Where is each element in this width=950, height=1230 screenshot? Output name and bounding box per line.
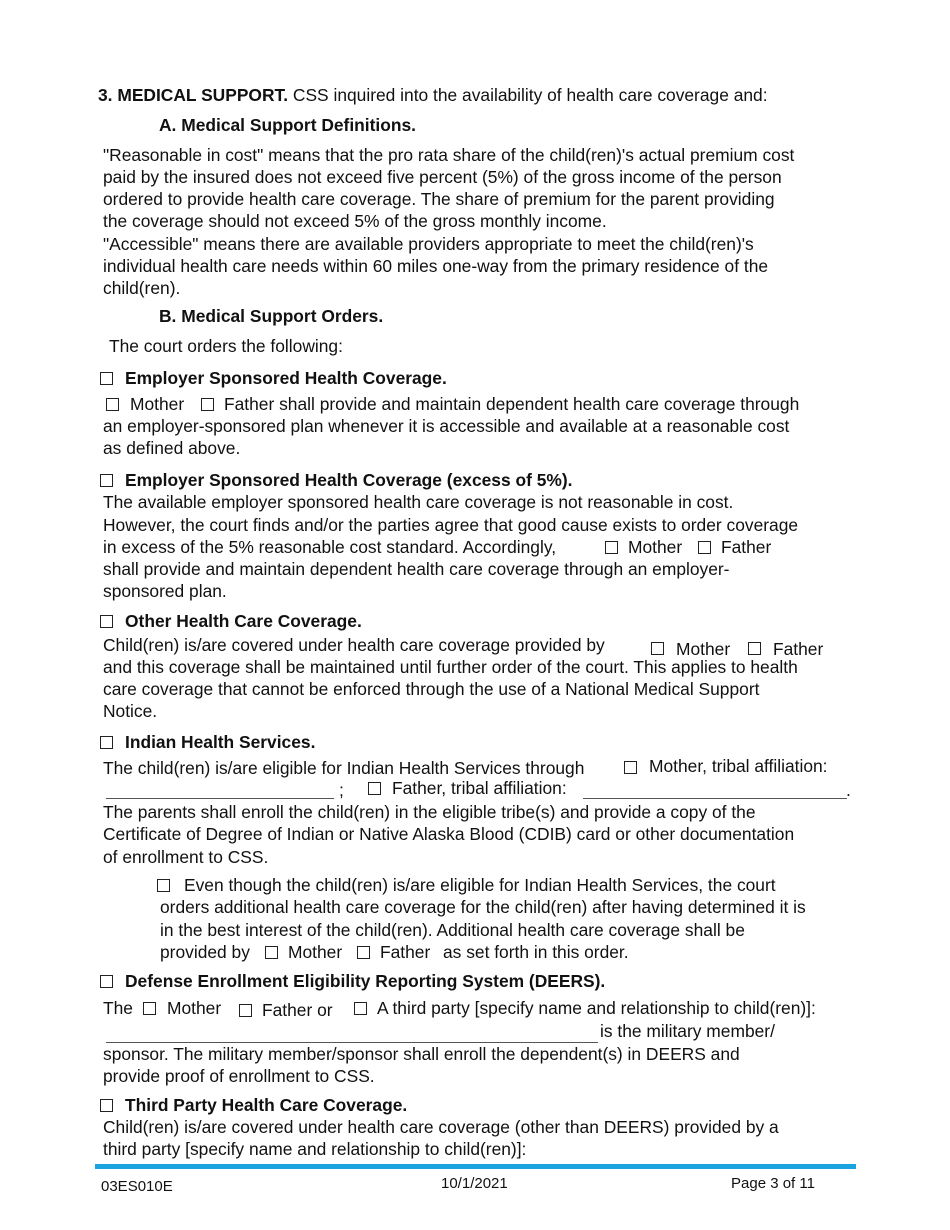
deers-the: The (103, 998, 133, 1018)
employer-coverage-checkbox[interactable] (100, 372, 113, 385)
deers-mother-checkbox[interactable] (143, 1002, 156, 1015)
employer-father-checkbox[interactable] (201, 398, 214, 411)
excess-mother-label: Mother (628, 537, 683, 557)
excess-text-line: in excess of the 5% reasonable cost standard. Accordingly, (103, 537, 557, 557)
additional-coverage-line: Even though the child(ren) is/are eligible for Indian Health Services, the court (184, 875, 776, 895)
third-party-title: Third Party Health Care Coverage. (125, 1095, 408, 1115)
additional-coverage-line: in the best interest of the child(ren). Additional health care coverage shall be (160, 920, 745, 940)
deers-checkbox[interactable] (100, 975, 113, 988)
excess-text-line: The available employer sponsored health care coverage is not reasonable in cost. (103, 492, 734, 512)
subsection-b-title: B. Medical Support Orders. (159, 306, 384, 326)
employer-text-line: as defined above. (103, 438, 241, 458)
additional-mother-label: Mother (288, 942, 343, 962)
indian-text-line: The parents shall enroll the child(ren) in the eligible tribe(s) and provide a copy of the (103, 802, 756, 822)
deers-military-text: is the military member/ (600, 1021, 775, 1041)
employer-father-text: Father shall provide and maintain dependent health care coverage through (224, 394, 800, 414)
form-id: 03ES010E (101, 1178, 173, 1195)
indian-mother-affiliation-label: Mother, tribal affiliation: (649, 756, 828, 776)
additional-coverage-checkbox[interactable] (157, 879, 170, 892)
indian-text-line: Certificate of Degree of Indian or Native Alaska Blood (CDIB) card or other documentation (103, 824, 795, 844)
indian-text-line: The child(ren) is/are eligible for Indian Health Services through (103, 758, 585, 778)
father-tribal-affiliation-field[interactable] (583, 798, 847, 799)
other-mother-label: Mother (676, 639, 731, 659)
deers-title: Defense Enrollment Eligibility Reporting System (DEERS). (125, 971, 606, 991)
deers-third-party-label: A third party [specify name and relationship to child(ren)]: (377, 998, 816, 1018)
third-party-text-line: Child(ren) is/are covered under health care coverage (other than DEERS) provided by a (103, 1117, 779, 1137)
definition-line: the coverage should not exceed 5% of the gross monthly income. (103, 211, 607, 231)
definition-line: individual health care needs within 60 miles one-way from the primary residence of the (103, 256, 769, 276)
other-text-line: Child(ren) is/are covered under health care coverage provided by (103, 635, 605, 655)
excess-father-checkbox[interactable] (698, 541, 711, 554)
excess-text-line: sponsored plan. (103, 581, 227, 601)
deers-text-line: provide proof of enrollment to CSS. (103, 1066, 375, 1086)
excess-text-line: However, the court finds and/or the parties agree that good cause exists to order coverage (103, 515, 799, 535)
semicolon: ; (339, 780, 344, 800)
other-coverage-title: Other Health Care Coverage. (125, 611, 362, 631)
court-orders-text: The court orders the following: (109, 336, 343, 356)
mother-tribal-affiliation-field[interactable] (106, 798, 334, 799)
other-mother-checkbox[interactable] (651, 642, 664, 655)
additional-father-checkbox[interactable] (357, 946, 370, 959)
third-party-checkbox[interactable] (100, 1099, 113, 1112)
other-text-line: care coverage that cannot be enforced through the use of a National Medical Support (103, 679, 760, 699)
form-date: 10/1/2021 (441, 1175, 508, 1192)
deers-third-party-checkbox[interactable] (354, 1002, 367, 1015)
other-father-label: Father (773, 639, 824, 659)
additional-tail-text: as set forth in this order. (443, 942, 629, 962)
indian-father-checkbox[interactable] (368, 782, 381, 795)
definition-line: ordered to provide health care coverage. The share of premium for the parent providing (103, 189, 775, 209)
section-heading (98, 84, 768, 106)
indian-health-title: Indian Health Services. (125, 732, 316, 752)
excess-father-label: Father (721, 537, 772, 557)
employer-mother-checkbox[interactable] (106, 398, 119, 411)
excess-mother-checkbox[interactable] (605, 541, 618, 554)
deers-father-label: Father or (262, 1000, 333, 1020)
deers-father-checkbox[interactable] (239, 1004, 252, 1017)
indian-text-line: of enrollment to CSS. (103, 847, 269, 867)
footer-rule (95, 1164, 856, 1169)
excess-coverage-title: Employer Sponsored Health Coverage (excess of 5%). (125, 470, 573, 490)
other-father-checkbox[interactable] (748, 642, 761, 655)
deers-text-line: sponsor. The military member/sponsor shall enroll the dependent(s) in DEERS and (103, 1044, 740, 1064)
additional-mother-checkbox[interactable] (265, 946, 278, 959)
employer-coverage-title: Employer Sponsored Health Coverage. (125, 368, 447, 388)
section-heading-text: CSS inquired into the availability of health care coverage and: (288, 85, 768, 105)
section-number-title: 3. MEDICAL SUPPORT. (98, 85, 289, 105)
indian-mother-checkbox[interactable] (624, 761, 637, 774)
excess-text-line: shall provide and maintain dependent health care coverage through an employer- (103, 559, 730, 579)
excess-coverage-checkbox[interactable] (100, 474, 113, 487)
other-text-line: and this coverage shall be maintained until further order of the court. This applies to health (103, 657, 798, 677)
subsection-a-title: A. Medical Support Definitions. (159, 115, 417, 135)
definition-line: child(ren). (103, 278, 181, 298)
indian-health-checkbox[interactable] (100, 736, 113, 749)
indian-father-affiliation-label: Father, tribal affiliation: (392, 778, 567, 798)
additional-coverage-line: orders additional health care coverage for the child(ren) after having determined it is (160, 897, 806, 917)
additional-father-label: Father (380, 942, 431, 962)
employer-mother-label: Mother (130, 394, 185, 414)
additional-provided-by: provided by (160, 942, 250, 962)
other-coverage-checkbox[interactable] (100, 615, 113, 628)
definition-line: paid by the insured does not exceed five percent (5%) of the gross income of the person (103, 167, 782, 187)
deers-mother-label: Mother (167, 998, 222, 1018)
definition-line: "Accessible" means there are available providers appropriate to meet the child(ren)'s (103, 234, 754, 254)
page-number: Page 3 of 11 (731, 1175, 815, 1192)
period: . (846, 780, 851, 800)
other-text-line: Notice. (103, 701, 158, 721)
third-party-text-line: third party [specify name and relationship to child(ren)]: (103, 1139, 527, 1159)
definition-line: "Reasonable in cost" means that the pro rata share of the child(ren)'s actual premium cost (103, 145, 795, 165)
employer-text-line: an employer-sponsored plan whenever it is accessible and available at a reasonable cost (103, 416, 790, 436)
